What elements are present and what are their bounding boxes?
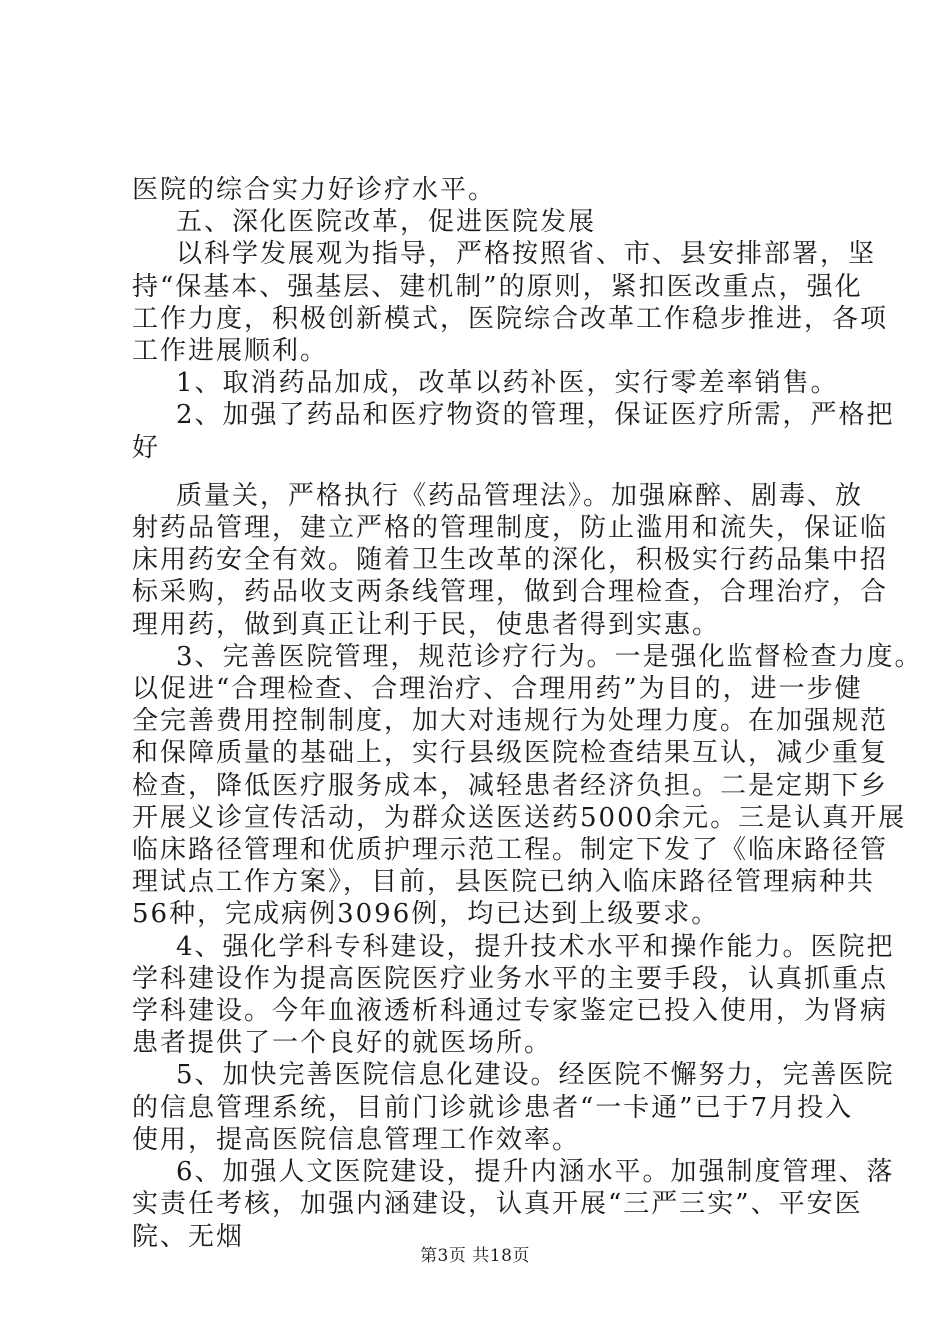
text-line: 3、完善医院管理，规范诊疗行为。一是强化监督检查力度。 (176, 641, 923, 672)
text-line: 和保障质量的基础上，实行县级医院检查结果互认，减少重复 (132, 738, 889, 769)
text-line: 以促进“合理检查、合理治疗、合理用药”为目的，进一步健 (132, 674, 863, 705)
text-line: 医院的综合实力好诊疗水平。 (132, 175, 497, 205)
text-line: 好 (132, 432, 161, 463)
text-line: 学科建设作为提高医院医疗业务水平的主要手段，认真抓重点 (132, 963, 889, 994)
page-number-footer: 第3页 共18页 (420, 1246, 530, 1266)
text-line: 全完善费用控制制度，加大对违规行为处理力度。在加强规范 (132, 706, 889, 737)
section-heading: 五、深化医院改革，促进医院发展 (176, 207, 597, 238)
text-line: 6、加强人文医院建设，提升内涵水平。加强制度管理、落 (176, 1157, 895, 1188)
text-line: 1、取消药品加成，改革以药补医，实行零差率销售。 (176, 368, 839, 399)
text-line: 的信息管理系统，目前门诊就诊患者“一卡通”已于7月投入 (132, 1092, 854, 1123)
text-line: 2、加强了药品和医疗物资的管理，保证医疗所需，严格把 (176, 400, 895, 431)
text-line: 4、强化学科专科建设，提升技术水平和操作能力。医院把 (176, 931, 895, 962)
text-line: 56种，完成病例3096例，均已达到上级要求。 (132, 899, 720, 930)
text-line: 理用药，做到真正让利于民，使患者得到实惠。 (132, 609, 721, 640)
text-line: 工作力度，积极创新模式，医院综合改革工作稳步推进，各项 (132, 303, 889, 334)
text-line: 开展义诊宣传活动，为群众送医送药5000余元。三是认真开展 (132, 802, 907, 833)
text-line: 标采购，药品收支两条线管理，做到合理检查，合理治疗，合 (132, 577, 889, 608)
text-line: 以科学发展观为指导，严格按照省、市、县安排部署，坚 (176, 239, 877, 270)
text-line: 5、加快完善医院信息化建设。经医院不懈努力，完善医院 (176, 1060, 895, 1091)
text-line: 床用药安全有效。随着卫生改革的深化，积极实行药品集中招 (132, 545, 889, 576)
text-line: 使用，提高医院信息管理工作效率。 (132, 1124, 581, 1155)
text-line: 患者提供了一个良好的就医场所。 (132, 1028, 553, 1059)
text-line: 射药品管理，建立严格的管理制度，防止滥用和流失，保证临 (132, 513, 889, 544)
text-line: 临床路径管理和优质护理示范工程。制定下发了《临床路径管 (132, 835, 889, 866)
text-line: 质量关，严格执行《药品管理法》。加强麻醉、剧毒、放 (176, 480, 864, 511)
text-line: 检查，降低医疗服务成本，减轻患者经济负担。二是定期下乡 (132, 770, 889, 801)
document-body (132, 174, 923, 1253)
text-line: 院、无烟 (132, 1221, 245, 1252)
text-line: 实责任考核，加强内涵建设，认真开展“三严三实”、平安医 (132, 1189, 863, 1220)
text-line: 持“保基本、强基层、建机制”的原则，紧扣医改重点，强化 (132, 271, 863, 302)
text-line: 工作进展顺利。 (132, 336, 329, 367)
text-line: 理试点工作方案》，目前，县医院已纳入临床路径管理病种共 (132, 867, 876, 898)
text-line: 学科建设。今年血液透析科通过专家鉴定已投入使用，为肾病 (132, 996, 889, 1027)
